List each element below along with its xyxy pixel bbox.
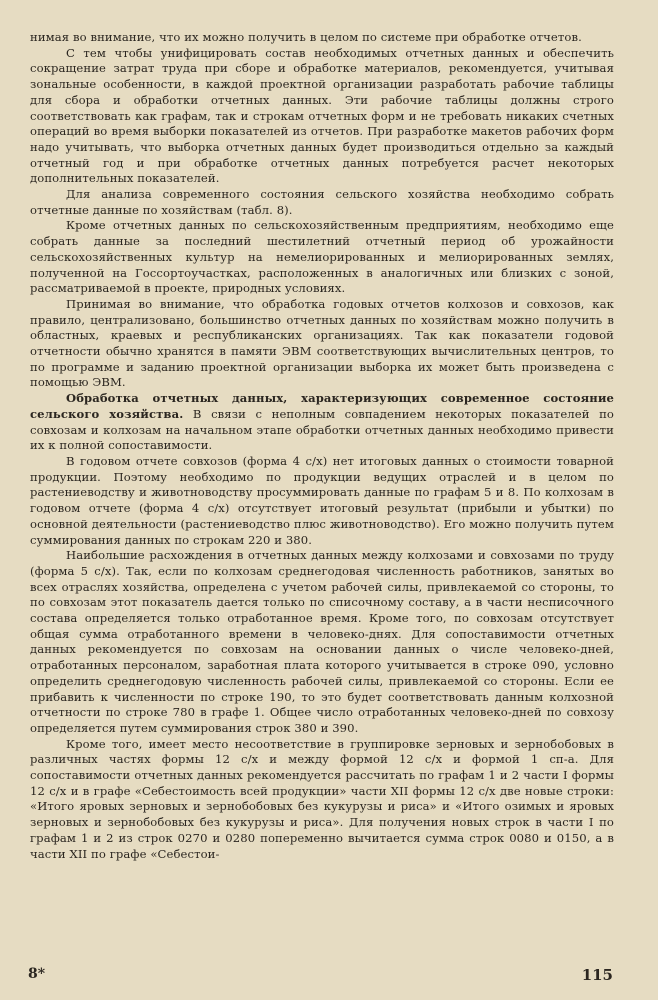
signature-mark: 8* xyxy=(28,966,46,982)
paragraph-7 xyxy=(30,454,614,548)
paragraph-text: Кроме отчетных данных по сельскохозяйственным предприятиям, необходимо еще собрать данные за последний шестилетний отчетный период об урожайности сельскохозяйственных культур на немелиорированных и мелиорированных землях, полученной на Госсортоучастках, расположенных в аналогичных или близких с зоной, рассматриваемой в проекте, природных условиях. xyxy=(30,218,614,296)
body-text xyxy=(30,30,614,862)
paragraph-8 xyxy=(30,548,614,736)
paragraph-text: Принимая во внимание, что обработка годовых отчетов колхозов и совхозов, как правило, централизовано, большинство отчетных данных по хозяйствам можно получить в областных, краевых и республиканских организациях. Так как показатели годовой отчетности обычно хранятся в памяти ЭВМ соответствующих вычислительных центров, то по программе и заданию проектной организации выборка их может быть произведена с помощью ЭВМ. xyxy=(30,296,614,390)
page-number: 115 xyxy=(581,966,613,984)
paragraph-4 xyxy=(30,218,614,297)
paragraph-6 xyxy=(30,391,614,454)
paragraph-text: С тем чтобы унифицировать состав необходимых отчетных данных и обеспечить сокращение затрат труда при сборе и обработке материалов, рекомендуется, учитывая зональные особенности, в каждой проектной организации разработать рабочие таблицы для сбора и обработки отчетных данных. Эти рабочие таблицы должны строго соответствовать как графам, так и строкам отчетных форм и не требовать никаких счетных операций во время выборки показателей из отчетов. При разработке макетов рабочих форм надо учитывать, что выборка отчетных данных будет производиться отдельно за каждый отчетный год и при обработке отчетных данных потребуется расчет некоторых дополнительных показателей. xyxy=(30,45,614,186)
paragraph-1 xyxy=(30,30,614,46)
paragraph-5 xyxy=(30,297,614,391)
paragraph-text: Для анализа современного состояния сельского хозяйства необходимо собрать отчетные данные по хозяйствам (табл. 8). xyxy=(30,187,614,217)
paragraph-text: Кроме того, имеет место несоответствие в группировке зерновых и зернобобовых в различных частях формы 12 с/х и между формой 12 с/х и формой 1 сп-а. Для сопоставимости отчетных данных рекомендуется рассчитать по графам 1 и 2 части I формы 12 с/х и в графе «Себестоимость всей продукции» части XII формы 12 с/х две новые строки: «Итого яровых зерновых и зернобобовых без кукурузы и риса» и «Итого озимых и яровых зерновых и зернобобовых без кукурузы и риса». Для получения новых строк в части I по графам 1 и 2 из строк 0270 и 0280 попеременно вычитается сумма строк 0080 и 0150, а в части XII по графе «Себестои- xyxy=(30,736,614,861)
paragraph-text: В годовом отчете совхозов (форма 4 с/х) нет итоговых данных о стоимости товарной продукции. Поэтому необходимо по продукции ведущих отраслей и в целом по растениеводству и животноводству просуммировать данные по графам 5 и 8. По колхозам в годовом отчете (форма 4 с/х) отсутствует итоговый результат (прибыли и убытки) по основной деятельности (растениеводство плюс животноводство). Его можно получить путем суммирования данных по строкам 220 и 380. xyxy=(30,453,614,547)
paragraph-text: В связи с неполным совпадением некоторых показателей по совхозам и колхозам на начальном этапе обработки отчетных данных необходимо привести их к полной сопоставимости. xyxy=(30,406,614,453)
section-heading: Обработка отчетных данных, характеризующих современное состояние сельского хозяйства. xyxy=(30,391,614,421)
paragraph-9 xyxy=(30,737,614,863)
paragraph-text: Наибольшие расхождения в отчетных данных между колхозами и совхозами по труду (форма 5 с/х). Так, если по колхозам среднегодовая численность работников, занятых во всех отраслях хозяйства, определена с учетом рабочей силы, привлекаемой со стороны, то по совхозам этот показатель дается только по списочному составу, а в части несписочного состава определяется только отработанное время. Кроме того, по совхозам отсутствует общая сумма отработанного времени в человеко-днях. Для сопоставимости отчетных данных рекомендуется по совхозам на основании данных о числе человеко-дней, отработанных персоналом, заработная плата которого учитывается в строке 090, условно определить среднегодовую численность рабочей силы, привлекаемой со стороны. Если ее прибавить к численности по строке 190, то это будет соответствовать данным колхозной отчетности по строке 780 в графе 1. Общее число отработанных человеко-дней по совхозу определяется путем суммирования строк 380 и 390. xyxy=(30,548,614,735)
paragraph-2 xyxy=(30,46,614,187)
paragraph-text: нимая во внимание, что их можно получить в целом по системе при обработке отчетов. xyxy=(30,30,582,44)
paragraph-3 xyxy=(30,187,614,218)
